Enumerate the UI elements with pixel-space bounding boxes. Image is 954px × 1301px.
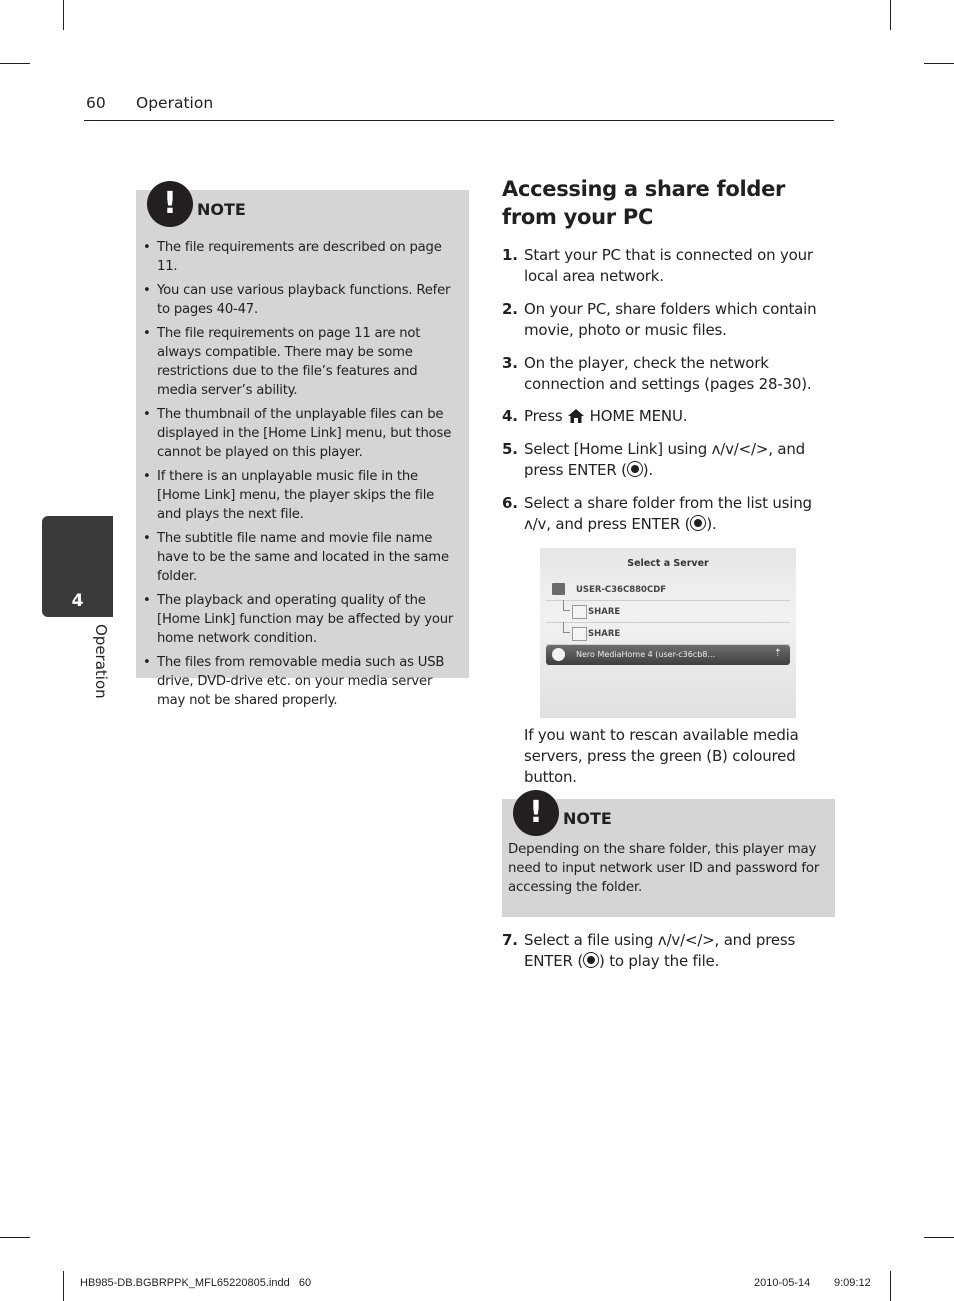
- globe-icon: [552, 648, 565, 661]
- folder-row: SHARE: [546, 602, 790, 623]
- page-header: [84, 94, 834, 121]
- section-name: Operation: [136, 94, 214, 112]
- server-row: USER-C36C880CDF: [546, 580, 790, 601]
- step-6: 6. Select a share folder from the list using ʌ/v, and press ENTER ( ).: [502, 494, 812, 533]
- page-number: 60: [86, 94, 106, 112]
- enter-icon: [690, 515, 706, 531]
- section-title: Accessing a share folder from your PC: [502, 177, 786, 229]
- note-item: • If there is an unplayable music file in the [Home Link] menu, the player skips the file and plays the next file.: [143, 469, 435, 522]
- note-list: [136, 238, 469, 715]
- folder-row: SHARE: [546, 624, 790, 645]
- server-list-screenshot: [540, 548, 796, 718]
- enter-icon: [583, 952, 599, 968]
- note-item: • The file requirements on page 11 are not always compatible. There may be some restrictions due to the file’s features and media server’s ability.: [143, 326, 421, 398]
- folder-icon: [572, 605, 587, 619]
- step-3: 3. On the player, check the network connection and settings (pages 28-30).: [502, 354, 812, 393]
- note-text: Depending on the share folder, this player may need to input network user ID and password for accessing the folder.: [508, 842, 820, 895]
- exclamation-icon: !: [513, 790, 559, 836]
- arrow-up-icon: ⇡: [773, 648, 782, 659]
- note-title: NOTE: [197, 200, 246, 219]
- note-title: NOTE: [563, 809, 612, 828]
- note-box-left: [136, 186, 469, 708]
- footer-time: 9:09:12: [834, 1277, 871, 1289]
- step-7: 7. Select a file using ʌ/v/</>, and press ENTER ( ) to play the file.: [502, 931, 796, 970]
- crop-mark: [924, 63, 954, 64]
- note-item: • The file requirements are described on page 11.: [143, 240, 442, 274]
- note-item: • The files from removable media such as USB drive, DVD-drive etc. on your media server may not be shared properly.: [143, 655, 445, 708]
- note-item: • You can use various playback functions. Refer to pages 40-47.: [143, 283, 451, 317]
- crop-mark: [63, 1271, 64, 1301]
- exclamation-icon: !: [147, 181, 193, 227]
- home-icon: [567, 408, 585, 424]
- note-item: • The thumbnail of the unplayable files can be displayed in the [Home Link] menu, but those cannot be played on this player.: [143, 407, 452, 460]
- step-5: 5. Select [Home Link] using ʌ/v/</>, and press ENTER ( ).: [502, 440, 805, 479]
- note-item: • The subtitle file name and movie file name have to be the same and located in the same folder.: [143, 531, 449, 584]
- chapter-tab: [42, 516, 113, 617]
- server-row-selected: Nero MediaHome 4 (user-c36cb8... ⇡: [546, 645, 790, 665]
- computer-icon: [552, 583, 565, 595]
- crop-mark: [890, 1271, 891, 1301]
- chapter-number: 4: [71, 591, 84, 611]
- chapter-label: Operation: [92, 624, 110, 699]
- crop-mark: [0, 1237, 30, 1238]
- note-item: • The playback and operating quality of the [Home Link] function may be affected by your home network condition.: [143, 593, 454, 646]
- crop-mark: [924, 1237, 954, 1238]
- note-box-right: [502, 795, 835, 917]
- step-2: 2. On your PC, share folders which contain movie, photo or music files.: [502, 300, 817, 339]
- folder-icon: [572, 627, 587, 641]
- screen-title: Select a Server: [627, 558, 709, 569]
- crop-mark: [890, 0, 891, 30]
- footer-date: 2010-05-14: [754, 1277, 811, 1289]
- rescan-text: If you want to rescan available media servers, press the green (B) coloured button.: [524, 726, 799, 786]
- step-1: 1. Start your PC that is connected on your local area network.: [502, 246, 813, 285]
- crop-mark: [0, 63, 30, 64]
- enter-icon: [627, 461, 643, 477]
- step-4: 4. Press HOME MENU.: [502, 407, 688, 425]
- footer-file: HB985-DB.BGBRPPK_MFL65220805.indd 60: [80, 1277, 312, 1289]
- crop-mark: [63, 0, 64, 30]
